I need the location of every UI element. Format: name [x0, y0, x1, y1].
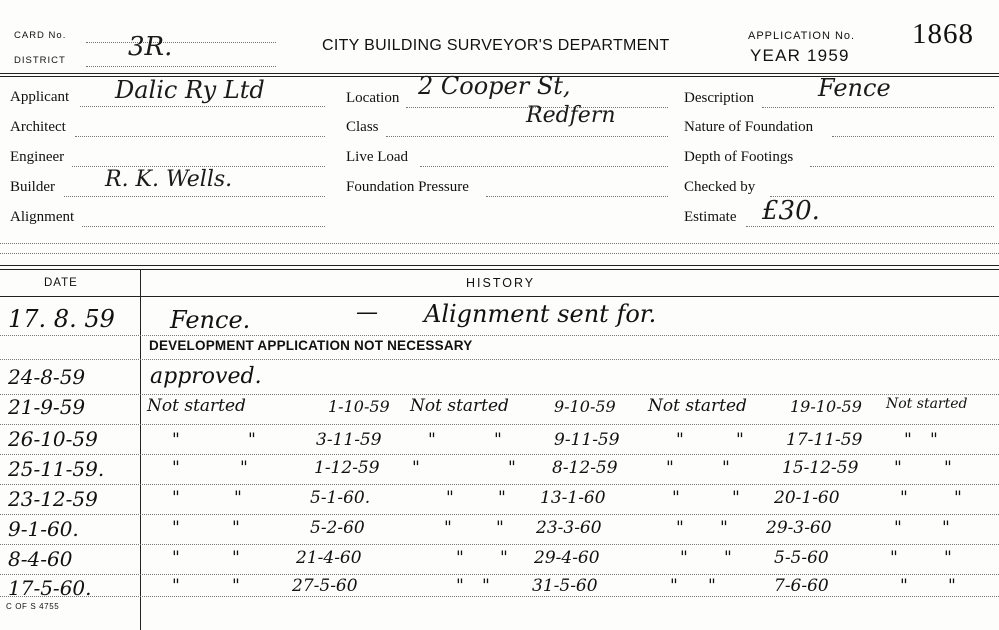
history-entry: 19-10-59 — [790, 397, 862, 416]
history-entry: " — [944, 548, 952, 568]
history-entry: " — [172, 458, 180, 478]
history-entry: " — [890, 548, 898, 568]
history-entry: 5-2-60 — [310, 518, 365, 538]
checked-by-label: Checked by — [684, 179, 756, 195]
row-rule — [0, 514, 999, 515]
district-value: 3R. — [128, 32, 173, 62]
history-entry: 1-12-59 — [314, 458, 380, 478]
nature-of-foundation-label: Nature of Foundation — [684, 119, 814, 135]
description-value: Fence — [818, 74, 891, 102]
history-entry: Not started — [886, 396, 968, 412]
history-entry: Fence. — [170, 306, 251, 334]
history-entry: " — [494, 430, 502, 450]
architect-label: Architect — [10, 119, 66, 135]
row-rule — [0, 484, 999, 485]
history-entry: 9-11-59 — [554, 430, 620, 450]
history-entry: " — [942, 518, 950, 538]
history-entry: 17-11-59 — [786, 430, 863, 450]
history-entry: 5-5-60 — [774, 548, 829, 568]
history-entry: " — [724, 548, 732, 568]
applicant-label: Applicant — [10, 89, 70, 105]
application-no-label: APPLICATION No. — [748, 30, 856, 42]
history-entry: " — [482, 576, 490, 596]
row-rule — [0, 596, 999, 597]
history-entry: " — [722, 458, 730, 478]
district-label: DISTRICT — [14, 55, 66, 66]
history-entry: 1-10-59 — [328, 397, 390, 416]
location-value-suburb: Redfern — [526, 103, 616, 128]
history-entry: " — [232, 518, 240, 538]
history-entry: " — [676, 430, 684, 450]
history-entry: 15-12-59 — [782, 458, 859, 478]
alignment-label: Alignment — [10, 209, 75, 225]
history-entry: 8-12-59 — [552, 458, 618, 478]
architect-line — [75, 136, 325, 137]
location-label: Location — [346, 90, 400, 106]
history-entry: " — [500, 548, 508, 568]
history-entry: " — [676, 518, 684, 538]
history-entry: " — [172, 430, 180, 450]
history-entry: 21-4-60 — [296, 548, 362, 568]
history-entry: " — [672, 488, 680, 508]
history-date: 23-12-59 — [8, 487, 98, 511]
history-entry: " — [708, 576, 716, 596]
nature-line — [832, 136, 994, 137]
card-no-line — [86, 42, 276, 43]
history-entry: " — [736, 430, 744, 450]
card-no-label: CARD No. — [14, 30, 67, 41]
row-rule — [0, 424, 999, 425]
engineer-label: Engineer — [10, 149, 65, 165]
history-top-rule — [0, 265, 999, 266]
history-entry: " — [498, 488, 506, 508]
history-header-rule — [0, 296, 999, 297]
estimate-value: £30. — [762, 196, 820, 226]
foundation-pressure-line — [486, 196, 668, 197]
history-entry: " — [172, 518, 180, 538]
builder-label: Builder — [10, 179, 55, 195]
history-entry: " — [680, 548, 688, 568]
history-entry: 7-6-60 — [774, 576, 829, 596]
history-entry: " — [954, 488, 962, 508]
history-entry: " — [456, 576, 464, 596]
history-entry: " — [670, 576, 678, 596]
history-entry: " — [428, 430, 436, 450]
row-rule — [0, 454, 999, 455]
builder-value: R. K. Wells. — [105, 167, 233, 192]
fields-sep-2 — [0, 253, 999, 254]
history-entry: " — [240, 458, 248, 478]
district-line — [86, 66, 276, 67]
history-entry: " — [900, 488, 908, 508]
row-rule — [0, 359, 999, 360]
class-line — [386, 136, 668, 137]
history-entry: " — [234, 488, 242, 508]
history-entry: " — [232, 576, 240, 596]
history-entry: approved. — [150, 364, 262, 389]
application-number: 1868 — [912, 18, 974, 50]
history-entry: 29-4-60 — [534, 548, 600, 568]
history-entry: " — [508, 458, 516, 478]
history-entry: 3-11-59 — [316, 430, 382, 450]
date-column-header: DATE — [44, 277, 78, 289]
history-entry: " — [732, 488, 740, 508]
year-label: YEAR 1959 — [750, 46, 850, 65]
history-entry: " — [900, 576, 908, 596]
history-entry: " — [948, 576, 956, 596]
history-entry: " — [172, 488, 180, 508]
date-column-divider — [140, 270, 141, 630]
builder-line — [64, 196, 325, 197]
history-entry: " — [412, 458, 420, 478]
history-entry: " — [894, 458, 902, 478]
foundation-pressure-label: Foundation Pressure — [346, 179, 469, 195]
history-date: 25-11-59. — [8, 457, 105, 481]
estimate-line — [746, 226, 994, 227]
history-entry: Not started — [648, 396, 747, 416]
history-entry: " — [248, 430, 256, 450]
history-entry: " — [894, 518, 902, 538]
department-title: CITY BUILDING SURVEYOR'S DEPARTMENT — [322, 37, 670, 54]
history-entry: 13-1-60 — [540, 488, 606, 508]
row-rule — [0, 574, 999, 575]
history-date: 21-9-59 — [8, 395, 86, 419]
history-date: 17. 8. 59 — [8, 305, 115, 333]
development-stamp: DEVELOPMENT APPLICATION NOT NECESSARY — [149, 338, 473, 353]
live-load-label: Live Load — [346, 149, 409, 165]
history-entry: Not started — [147, 396, 246, 416]
history-entry: " — [720, 518, 728, 538]
history-entry: " — [456, 548, 464, 568]
history-date: 8-4-60 — [8, 547, 73, 571]
history-entry: 23-3-60 — [536, 518, 602, 538]
history-entry: " — [172, 576, 180, 596]
history-entry: 20-1-60 — [774, 488, 840, 508]
depth-of-footings-label: Depth of Footings — [684, 149, 794, 165]
live-load-line — [420, 166, 668, 167]
row-rule — [0, 544, 999, 545]
history-entry: 29-3-60 — [766, 518, 832, 538]
history-entry: " — [446, 488, 454, 508]
location-value: 2 Cooper St, — [418, 72, 571, 100]
history-entry: Not started — [410, 396, 509, 416]
alignment-line — [82, 226, 325, 227]
history-date: 24-8-59 — [8, 365, 86, 389]
history-entry: 5-1-60. — [310, 488, 371, 508]
applicant-value: Dalic Ry Ltd — [115, 76, 265, 104]
history-entry: " — [930, 430, 938, 450]
history-entry: 9-10-59 — [554, 397, 616, 416]
history-entry: — — [356, 300, 378, 325]
history-entry: 27-5-60 — [292, 576, 358, 596]
row-rule — [0, 335, 999, 336]
fields-sep-1 — [0, 243, 999, 244]
history-entry: Alignment sent for. — [424, 300, 657, 328]
row-rule — [0, 394, 999, 395]
history-top-rule-2 — [0, 269, 999, 270]
description-line — [762, 107, 994, 108]
history-column-header: HISTORY — [466, 276, 536, 290]
history-entry: " — [172, 548, 180, 568]
description-label: Description — [684, 90, 754, 106]
history-date: 26-10-59 — [8, 427, 98, 451]
estimate-label: Estimate — [684, 209, 737, 225]
depth-line — [810, 166, 994, 167]
history-date: 9-1-60. — [8, 517, 79, 541]
class-label: Class — [346, 119, 379, 135]
history-date: 17-5-60. — [8, 576, 92, 600]
history-entry: " — [944, 458, 952, 478]
history-entry: " — [232, 548, 240, 568]
applicant-line — [80, 106, 325, 107]
history-entry: " — [444, 518, 452, 538]
history-entry: " — [666, 458, 674, 478]
history-entry: " — [904, 430, 912, 450]
history-entry: " — [496, 518, 504, 538]
form-code: C OF S 4755 — [6, 602, 60, 611]
history-entry: 31-5-60 — [532, 576, 598, 596]
